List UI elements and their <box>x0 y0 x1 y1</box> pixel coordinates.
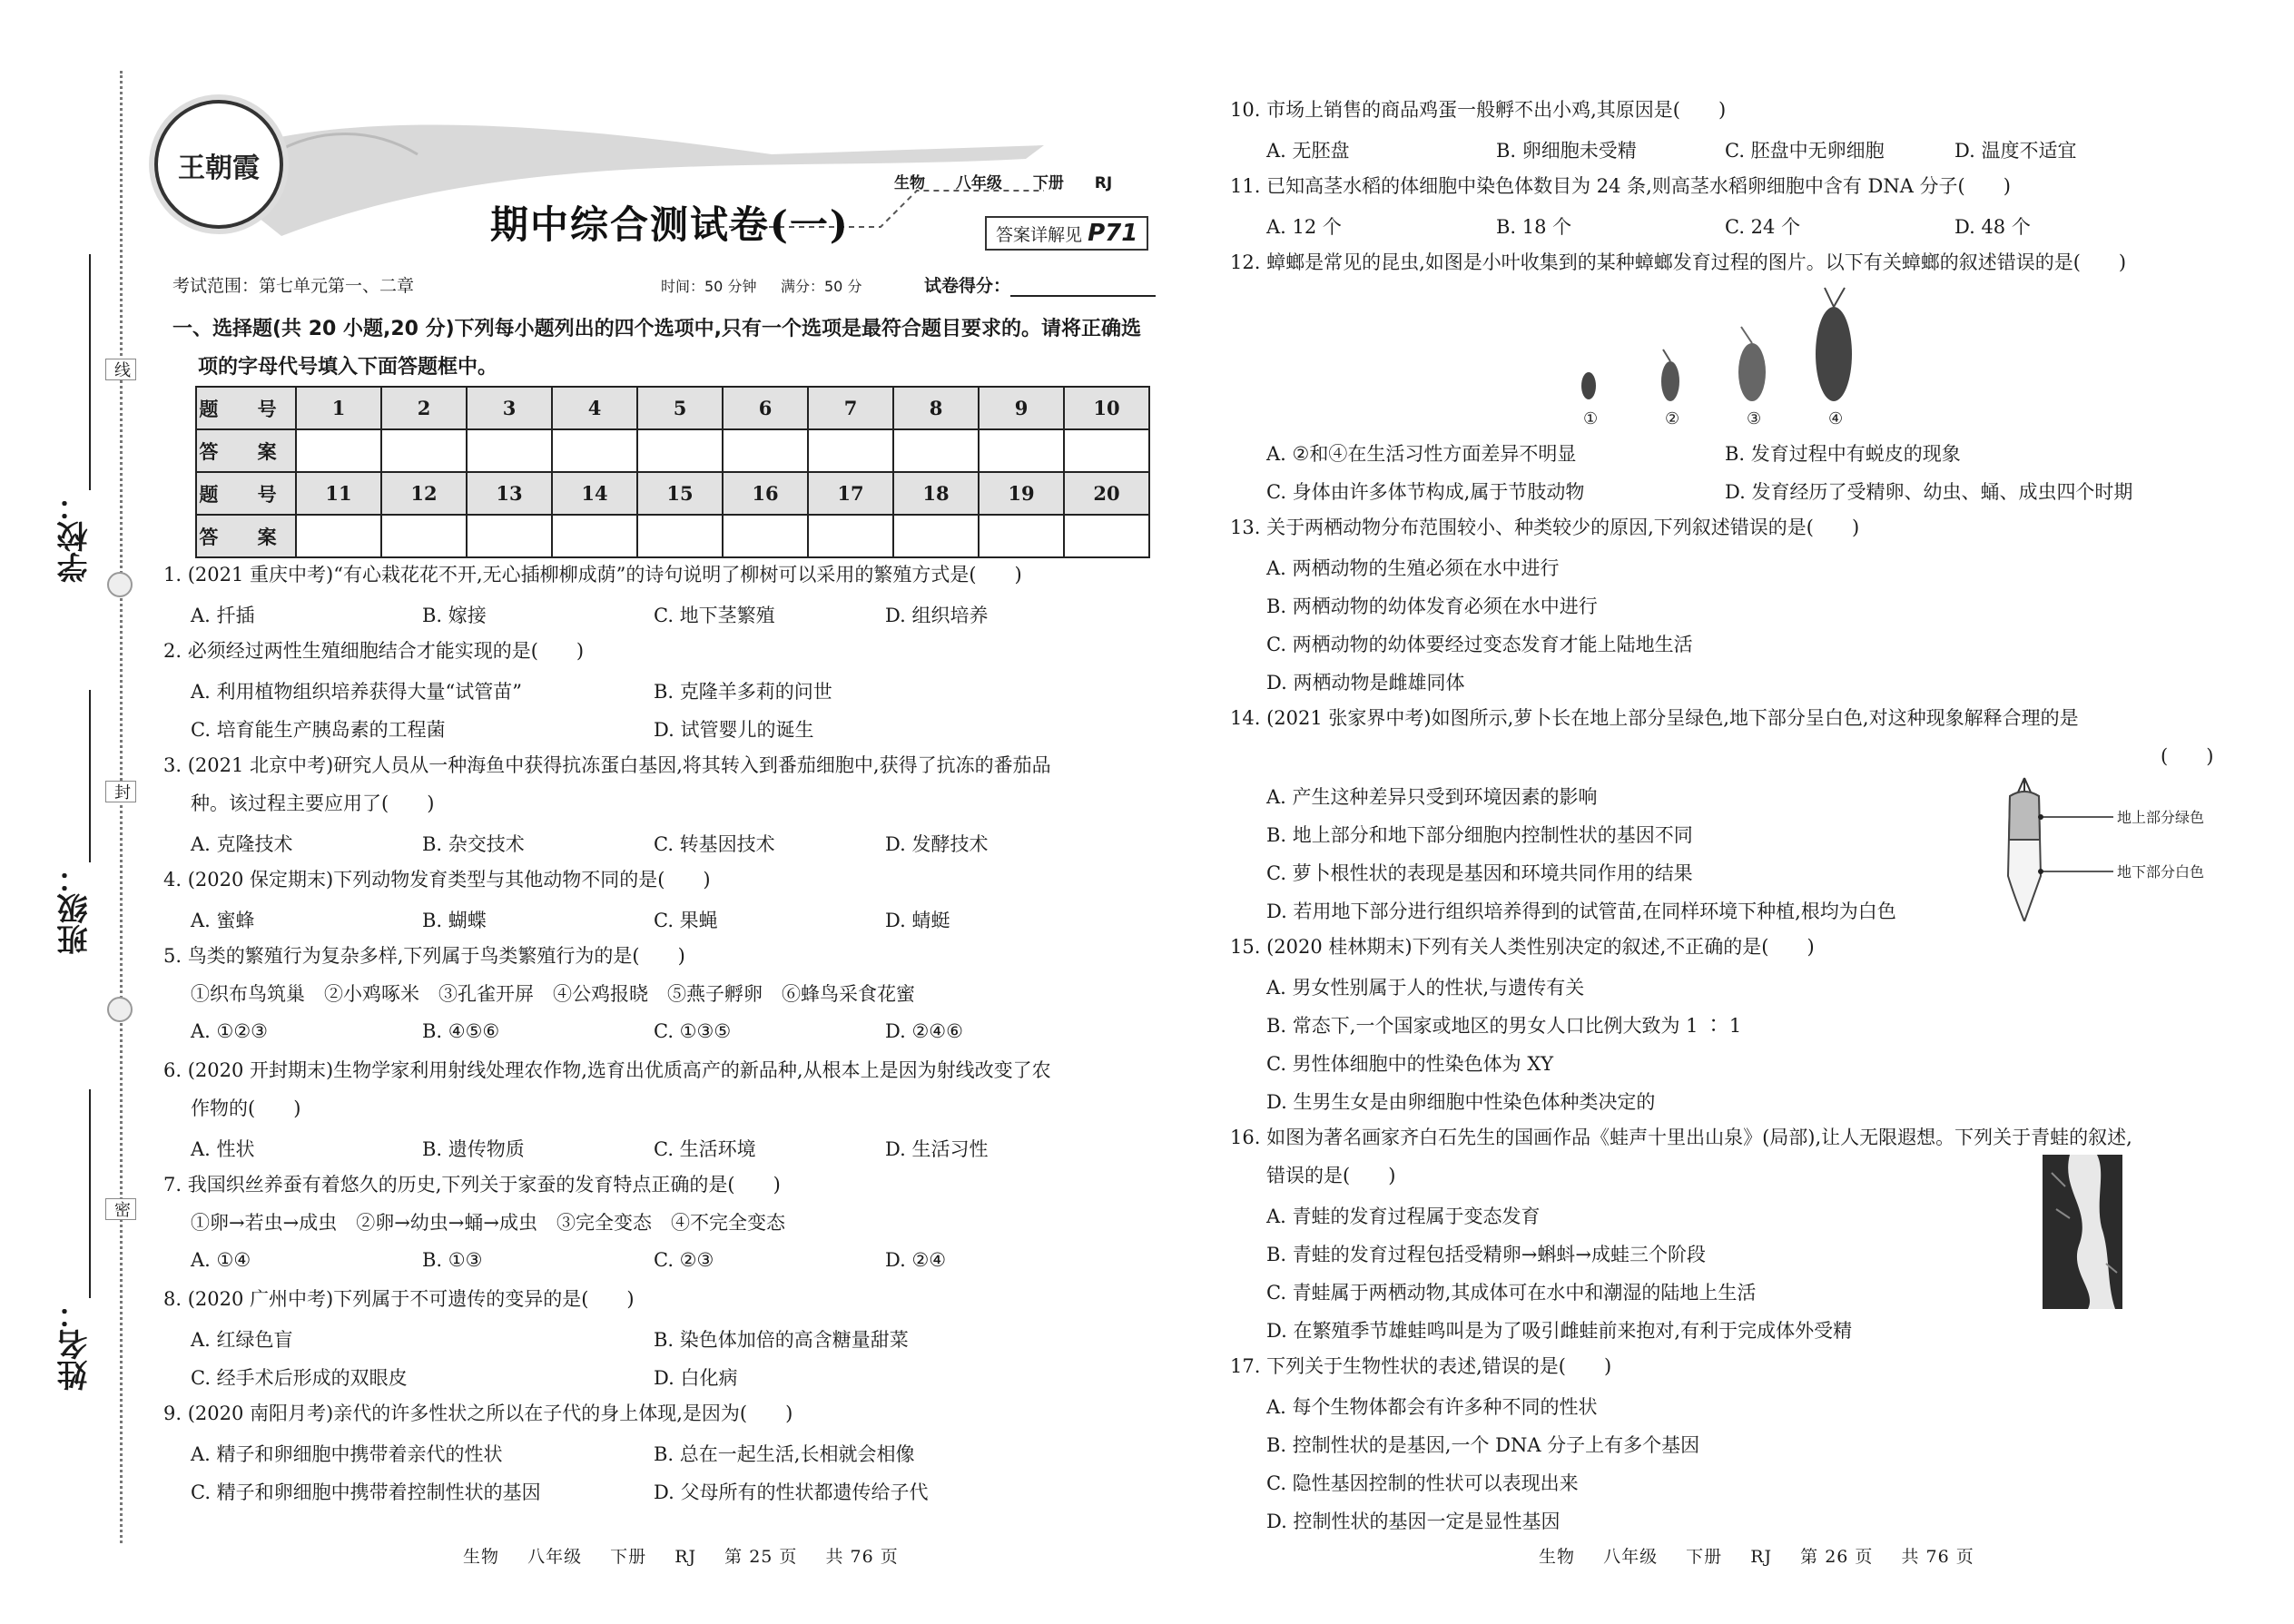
option[interactable]: A. ②和④在生活习性方面差异不明显 <box>1266 443 1577 465</box>
figure-label: ① <box>1583 409 1599 428</box>
binding-ring-icon <box>107 572 133 597</box>
option[interactable]: B. 染色体加倍的高含糖量甜菜 <box>654 1329 909 1351</box>
option[interactable]: C. 身体由许多体节构成,属于节肢动物 <box>1266 481 1585 503</box>
figure-label: ④ <box>1828 409 1844 428</box>
option[interactable]: B. 克隆羊多莉的问世 <box>654 681 832 703</box>
option[interactable]: A. 克隆技术 <box>191 833 293 855</box>
option[interactable]: A. 产生这种差异只受到环境因素的影响 <box>1266 786 1598 808</box>
question-stem: 5. 鸟类的繁殖行为复杂多样,下列属于鸟类繁殖行为的是( ) <box>163 945 685 967</box>
question-stem: 12. 蟑螂是常见的昆虫,如图是小叶收集到的某种蟑螂发育过程的图片。以下有关蟑螂的叙述错误的是( ) <box>1230 251 2127 273</box>
cockroach-development-figure <box>1561 286 1852 431</box>
question-number-cell: 16 <box>723 472 808 515</box>
option[interactable]: C. 萝卜根性状的表现是基因和环境共同作用的结果 <box>1266 862 1693 884</box>
option[interactable]: A. 无胚盘 <box>1266 140 1350 162</box>
option[interactable]: A. ①②③ <box>191 1020 268 1042</box>
option[interactable]: D. 温度不适宜 <box>1954 140 2077 162</box>
name-label: 姓名： <box>57 1298 94 1391</box>
option[interactable]: A. 红绿色盲 <box>191 1329 293 1351</box>
class-label: 班级： <box>57 862 94 955</box>
answer-cell[interactable] <box>467 429 552 472</box>
question-stem: 1. (2021 重庆中考)“有心栽花花不开,无心插柳柳成荫”的诗句说明了柳树可以采用的繁殖方式是( ) <box>163 564 1022 586</box>
option[interactable]: D. 组织培养 <box>885 605 989 626</box>
question-number-cell: 4 <box>552 387 637 429</box>
option[interactable]: D. 发育经历了受精卵、幼虫、蛹、成虫四个时期 <box>1725 481 2133 503</box>
answer-cell[interactable] <box>467 515 552 557</box>
answer-cell[interactable] <box>552 429 637 472</box>
footer-right <box>1539 1543 1996 1568</box>
subject-tag: 生物 <box>894 174 925 192</box>
option[interactable]: B. 两栖动物的幼体发育必须在水中进行 <box>1266 595 1598 617</box>
answer-cell[interactable] <box>979 515 1064 557</box>
option[interactable]: C. ②③ <box>654 1249 714 1271</box>
question-number-cell: 15 <box>637 472 723 515</box>
option[interactable]: C. 精子和卵细胞中携带着控制性状的基因 <box>191 1481 541 1503</box>
school-label: 学校： <box>57 490 94 583</box>
option[interactable]: A. 利用植物组织培养获得大量“试管苗” <box>191 681 522 703</box>
question-stem: 16. 如图为著名画家齐白石先生的国画作品《蛙声十里出山泉》(局部),让人无限遐想。下列关于青蛙的叙述, <box>1230 1127 2132 1148</box>
radish-figure <box>1997 776 2233 921</box>
question-number-cell: 5 <box>637 387 723 429</box>
row-label-answer: 答 案 <box>196 515 296 557</box>
footer-edition: RJ <box>674 1547 697 1567</box>
figure-label: ② <box>1665 409 1680 428</box>
option[interactable]: A. 性状 <box>191 1138 255 1160</box>
answer-ref-page: P71 <box>1088 220 1138 247</box>
answer-cell[interactable] <box>381 429 467 472</box>
question-number-cell: 9 <box>979 387 1064 429</box>
logo-text: 王朝霞 <box>178 153 260 184</box>
binding-ring-icon <box>107 997 133 1022</box>
option[interactable]: B. ①③ <box>422 1249 483 1271</box>
option[interactable]: B. 卵细胞未受精 <box>1496 140 1637 162</box>
option[interactable]: A. 青蛙的发育过程属于变态发育 <box>1266 1206 1541 1227</box>
binding-dotted-line <box>120 71 123 1543</box>
option[interactable]: D. 白化病 <box>654 1367 738 1389</box>
question-stem: 4. (2020 保定期末)下列动物发育类型与其他动物不同的是( ) <box>163 869 711 891</box>
footer-subject: 生物 <box>463 1547 500 1567</box>
option[interactable]: A. 12 个 <box>1266 216 1342 238</box>
footer-page: 第 26 页 <box>1800 1547 1874 1567</box>
question-number-cell: 7 <box>808 387 893 429</box>
question-stem: 3. (2021 北京中考)研究人员从一种海鱼中获得抗冻蛋白基因,将其转入到番茄细胞中,获得了抗冻的番茄品 <box>163 754 1051 776</box>
row-label-question: 题 号 <box>196 472 296 515</box>
answer-cell[interactable] <box>381 515 467 557</box>
option[interactable]: A. ①④ <box>191 1249 251 1271</box>
answer-cell[interactable] <box>1064 515 1149 557</box>
row-label-answer: 答 案 <box>196 429 296 472</box>
option[interactable]: D. 发酵技术 <box>885 833 989 855</box>
option[interactable]: D. 蜻蜓 <box>885 910 950 931</box>
option[interactable]: C. 果蝇 <box>654 910 718 931</box>
exam-full-score: 满分：50 分 <box>781 278 862 295</box>
margin-char-feng: 封 <box>105 781 136 802</box>
question-number-cell: 8 <box>893 387 979 429</box>
option[interactable]: C. 培育能生产胰岛素的工程菌 <box>191 719 446 741</box>
table-row <box>196 515 1149 557</box>
answer-cell[interactable] <box>723 515 808 557</box>
answer-cell[interactable] <box>893 429 979 472</box>
section-heading-line2: 项的字母代号填入下面答题框中。 <box>198 356 498 379</box>
figure-label: 地下部分白色 <box>2117 863 2205 881</box>
question-stem-cont: ①卵→若虫→成虫 ②卵→幼虫→蛹→成虫 ③完全变态 ④不完全变态 <box>191 1212 785 1234</box>
class-write-line <box>89 690 91 862</box>
score-blank[interactable] <box>1010 295 1156 297</box>
answer-cell[interactable] <box>893 515 979 557</box>
question-number-cell: 14 <box>552 472 637 515</box>
section-heading-line1: 一、选择题(共 20 小题,20 分)下列每小题列出的四个选项中,只有一个选项是最符合题目要求的。请将正确选 <box>172 318 1142 340</box>
answer-cell[interactable] <box>979 429 1064 472</box>
option[interactable]: B. 控制性状的是基因,一个 DNA 分子上有多个基因 <box>1266 1434 1700 1456</box>
option[interactable]: C. 地下茎繁殖 <box>654 605 775 626</box>
footer-volume: 下册 <box>1686 1547 1723 1567</box>
question-stem: 17. 下列关于生物性状的表述,错误的是( ) <box>1230 1355 1612 1377</box>
question-stem: 11. 已知高茎水稻的体细胞中染色体数目为 24 条,则高茎水稻卵细胞中含有 DNA 分子( ) <box>1230 175 2011 197</box>
footer-subject: 生物 <box>1539 1547 1576 1567</box>
answer-cell[interactable] <box>552 515 637 557</box>
question-number-cell: 19 <box>979 472 1064 515</box>
option[interactable]: D. 在繁殖季节雄蛙鸣叫是为了吸引雌蛙前来抱对,有利于完成体外受精 <box>1266 1320 1853 1342</box>
option[interactable]: C. 胚盘中无卵细胞 <box>1725 140 1885 162</box>
option[interactable]: B. 青蛙的发育过程包括受精卵→蝌蚪→成蛙三个阶段 <box>1266 1244 1706 1265</box>
question-number-cell: 17 <box>808 472 893 515</box>
answer-reference-box <box>985 216 1148 251</box>
question-stem: 8. (2020 广州中考)下列属于不可遗传的变异的是( ) <box>163 1288 635 1310</box>
exam-scope: 考试范围：第七单元第一、二章 <box>172 276 415 296</box>
question-stem-cont: 错误的是( ) <box>1266 1165 1396 1186</box>
option[interactable]: D. ②④⑥ <box>885 1020 963 1042</box>
painting-figure <box>2043 1155 2122 1309</box>
option[interactable]: D. 若用地下部分进行组织培养得到的试管苗,在同样环境下种植,根均为白色 <box>1266 901 1896 922</box>
option[interactable]: D. 生活习性 <box>885 1138 989 1160</box>
score-field[interactable] <box>924 272 1156 297</box>
table-row <box>196 429 1149 472</box>
figure-label: 地上部分绿色 <box>2117 809 2205 826</box>
exam-time: 时间：50 分钟 <box>661 278 757 295</box>
question-number-cell: 11 <box>296 472 381 515</box>
question-number-cell: 20 <box>1064 472 1149 515</box>
question-stem: 7. 我国织丝养蚕有着悠久的历史,下列关于家蚕的发育特点正确的是( ) <box>163 1174 781 1196</box>
option[interactable]: B. ④⑤⑥ <box>422 1020 500 1042</box>
answer-cell[interactable] <box>723 429 808 472</box>
option[interactable]: D. 生男生女是由卵细胞中性染色体种类决定的 <box>1266 1091 1656 1113</box>
question-stem: 9. (2020 南阳月考)亲代的许多性状之所以在子代的身上体现,是因为( ) <box>163 1403 793 1424</box>
question-number-cell: 2 <box>381 387 467 429</box>
volume-tag: 下册 <box>1032 174 1064 192</box>
option[interactable]: B. 杂交技术 <box>422 833 525 855</box>
row-label-question: 题 号 <box>196 387 296 429</box>
margin-char-xian: 线 <box>105 359 136 380</box>
question-number-cell: 10 <box>1064 387 1149 429</box>
answer-cell[interactable] <box>808 515 893 557</box>
table-row <box>196 387 1149 429</box>
answer-cell[interactable] <box>296 429 381 472</box>
question-stem: 2. 必须经过两性生殖细胞结合才能实现的是( ) <box>163 640 585 662</box>
option[interactable]: C. ①③⑤ <box>654 1020 732 1042</box>
question-number-cell: 1 <box>296 387 381 429</box>
question-number-cell: 3 <box>467 387 552 429</box>
margin-char-mi: 密 <box>105 1198 136 1220</box>
option[interactable]: B. 发育过程中有蜕皮的现象 <box>1725 443 1961 465</box>
footer-page: 第 25 页 <box>724 1547 798 1567</box>
option[interactable]: B. 嫁接 <box>422 605 487 626</box>
question-stem: 14. (2021 张家界中考)如图所示,萝卜长在地上部分呈绿色,地下部分呈白色,对这种现象解释合理的是 <box>1230 707 2079 729</box>
footer-total: 共 76 页 <box>825 1547 899 1567</box>
question-number-cell: 6 <box>723 387 808 429</box>
subject-tags <box>894 170 1137 192</box>
answer-cell[interactable] <box>808 429 893 472</box>
footer-total: 共 76 页 <box>1901 1547 1974 1567</box>
question-stem: 6. (2020 开封期末)生物学家利用射线处理农作物,选育出优质高产的新品种,从根本上是因为射线改变了农 <box>163 1059 1051 1081</box>
option[interactable]: D. 控制性状的基因一定是显性基因 <box>1266 1511 1561 1532</box>
answer-ref-label: 答案详解见 <box>996 225 1083 245</box>
option[interactable]: C. 生活环境 <box>654 1138 756 1160</box>
option[interactable]: C. 24 个 <box>1725 216 1801 238</box>
option[interactable]: B. 遗传物质 <box>422 1138 525 1160</box>
option[interactable]: D. 父母所有的性状都遗传给子代 <box>654 1481 929 1503</box>
option[interactable]: C. 隐性基因控制的性状可以表现出来 <box>1266 1472 1579 1494</box>
option[interactable]: D. 48 个 <box>1954 216 2031 238</box>
option[interactable]: A. 每个生物体都会有许多种不同的性状 <box>1266 1396 1598 1418</box>
option[interactable]: D. 试管婴儿的诞生 <box>654 719 814 741</box>
footer-grade: 八年级 <box>527 1547 583 1567</box>
option[interactable]: B. 地上部分和地下部分细胞内控制性状的基因不同 <box>1266 824 1693 846</box>
publisher-logo <box>154 100 283 229</box>
answer-cell[interactable] <box>637 515 723 557</box>
section-heading <box>172 310 1153 387</box>
table-row <box>196 472 1149 515</box>
option[interactable]: D. 两栖动物是雌雄同体 <box>1266 672 1465 694</box>
option[interactable]: A. 两栖动物的生殖必须在水中进行 <box>1266 557 1560 579</box>
option[interactable]: C. 经手术后形成的双眼皮 <box>191 1367 408 1389</box>
answer-cell[interactable] <box>637 429 723 472</box>
question-number-cell: 12 <box>381 472 467 515</box>
edition-tag: RJ <box>1094 174 1113 192</box>
option[interactable]: B. 常态下,一个国家或地区的男女人口比例大致为 1 ∶ 1 <box>1266 1015 1742 1037</box>
footer-left <box>463 1543 921 1568</box>
option[interactable]: C. 两栖动物的幼体要经过变态发育才能上陆地生活 <box>1266 634 1693 655</box>
option[interactable]: B. 18 个 <box>1496 216 1572 238</box>
option[interactable]: A. 扦插 <box>191 605 255 626</box>
question-stem-cont: ( ) <box>2161 745 2214 767</box>
question-stem-cont: 作物的( ) <box>191 1097 301 1119</box>
footer-grade: 八年级 <box>1603 1547 1659 1567</box>
school-write-line <box>89 254 91 490</box>
option[interactable]: D. ②④ <box>885 1249 947 1271</box>
option[interactable]: B. 蝴蝶 <box>422 910 487 931</box>
footer-edition: RJ <box>1750 1547 1773 1567</box>
footer-volume: 下册 <box>610 1547 647 1567</box>
question-stem-cont: 种。该过程主要应用了( ) <box>191 792 435 814</box>
name-write-line <box>89 1089 91 1298</box>
page-title: 期中综合测试卷(一) <box>490 202 850 247</box>
option[interactable]: A. 蜜蜂 <box>191 910 255 931</box>
question-number-cell: 13 <box>467 472 552 515</box>
question-number-cell: 18 <box>893 472 979 515</box>
option[interactable]: B. 总在一起生活,长相就会相像 <box>654 1443 915 1465</box>
score-label: 试卷得分： <box>924 276 1011 296</box>
question-stem: 10. 市场上销售的商品鸡蛋一般孵不出小鸡,其原因是( ) <box>1230 99 1727 121</box>
option[interactable]: A. 男女性别属于人的性状,与遗传有关 <box>1266 977 1585 999</box>
answer-grid <box>195 386 1150 558</box>
option[interactable]: C. 男性体细胞中的性染色体为 XY <box>1266 1053 1554 1075</box>
option[interactable]: C. 青蛙属于两栖动物,其成体可在水中和潮湿的陆地上生活 <box>1266 1282 1757 1304</box>
question-stem: 13. 关于两栖动物分布范围较小、种类较少的原因,下列叙述错误的是( ) <box>1230 517 1860 538</box>
answer-cell[interactable] <box>296 515 381 557</box>
option[interactable]: C. 转基因技术 <box>654 833 775 855</box>
grade-tag: 八年级 <box>955 174 1002 192</box>
answer-cell[interactable] <box>1064 429 1149 472</box>
question-stem-cont: ①织布鸟筑巢 ②小鸡啄米 ③孔雀开屏 ④公鸡报晓 ⑤燕子孵卵 ⑥蜂鸟采食花蜜 <box>191 983 915 1005</box>
figure-label: ③ <box>1747 409 1762 428</box>
question-stem: 15. (2020 桂林期末)下列有关人类性别决定的叙述,不正确的是( ) <box>1230 936 1815 958</box>
option[interactable]: A. 精子和卵细胞中携带着亲代的性状 <box>191 1443 503 1465</box>
